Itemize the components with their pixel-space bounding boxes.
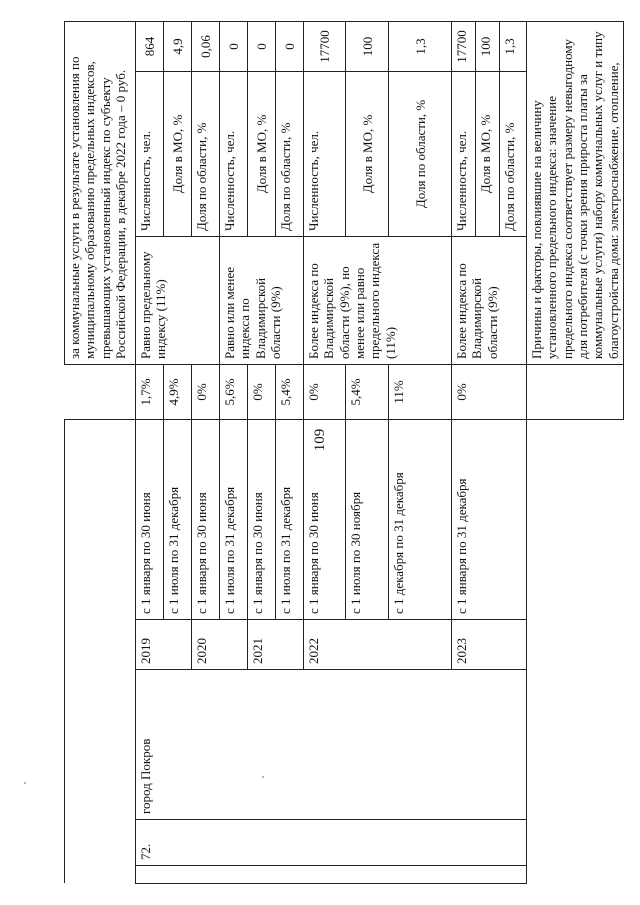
year-cell: 2022 [304, 620, 452, 670]
period-range: с 1 января по 30 июня [136, 419, 164, 619]
row-number-cell [136, 866, 527, 884]
period-index: 0% [192, 364, 220, 419]
period-index: 5,4% [346, 364, 389, 419]
rotated-table-container [64, 22, 621, 884]
period-range: с 1 января по 30 июня [192, 419, 220, 619]
metric-value: 4,9 [164, 21, 192, 71]
period-range: с 1 декабря по 31 декабря [389, 419, 452, 619]
empty-cell [527, 419, 624, 883]
row-number: 72. [136, 820, 527, 866]
year-cell: 2019 [136, 620, 192, 670]
period-index: 11% [389, 364, 452, 419]
metric-stack-cell [452, 71, 527, 236]
period-index: 1,7% [136, 364, 164, 419]
category-label: Более индекса по Владимирской области (9%) [452, 236, 527, 364]
metric-value: 100 [476, 22, 500, 71]
metric-value: 0 [248, 21, 276, 71]
metric-name: Доля по области, % [389, 71, 452, 236]
period-index: 5,4% [276, 364, 304, 419]
empty-cell [527, 364, 624, 419]
empty-cell [65, 364, 136, 419]
empty-cell [65, 419, 136, 883]
metric-name: Численность, чел. [452, 72, 476, 236]
header-text-cell: за коммунальные услуги в результате установления по муниципальному образованию предельных индексов, превышающих установленный индекс по субъекту Российской Федерации, в декабре 2022 года – 0 руб. [65, 21, 136, 364]
period-range: с 1 июля по 30 ноября [346, 419, 389, 619]
table-row [527, 21, 624, 883]
metric-name: Доля в МО, % [164, 71, 192, 236]
period-range: с 1 июля по 31 декабря [220, 419, 248, 619]
period-index: 0% [452, 364, 527, 419]
year-cell: 2023 [452, 620, 527, 670]
metric-value: 0 [220, 21, 248, 71]
category-label: Более индекса по Владимирской области (9%), но менее или равно предельного индекса (11%) [304, 236, 452, 364]
period-index: 0% [248, 364, 276, 419]
document-table-area [64, 22, 621, 884]
municipality-name: город Покров [136, 670, 527, 820]
metric-value: 0,06 [192, 21, 220, 71]
category-label: Равно предельному индексу (11%) [136, 236, 220, 364]
scan-speck [24, 782, 26, 784]
metric-value: 17700 [304, 21, 346, 71]
metric-name: Доля в МО, % [248, 71, 276, 236]
period-range: с 1 января по 30 июня [248, 419, 276, 619]
period-range: с 1 июля по 31 декабря [276, 419, 304, 619]
municipality-index-table [64, 21, 624, 884]
metric-name: Численность, чел. [220, 71, 248, 236]
page-number: 109 [312, 428, 328, 452]
period-range: с 1 января по 30 июня [304, 419, 346, 619]
metric-value: 17700 [452, 22, 476, 71]
metric-name: Численность, чел. [136, 71, 164, 236]
metric-name: Доля по области, % [192, 71, 220, 236]
metric-value: 864 [136, 21, 164, 71]
metric-value: 0 [276, 21, 304, 71]
period-index: 0% [304, 364, 346, 419]
period-range: с 1 января по 31 декабря [452, 419, 527, 619]
metric-value: 1,3 [389, 21, 452, 71]
table-row [136, 21, 164, 883]
metric-name: Доля в МО, % [346, 71, 389, 236]
metric-value-stack-cell [452, 21, 527, 71]
metric-name: Численность, чел. [304, 71, 346, 236]
year-cell: 2021 [248, 620, 304, 670]
metric-name: Доля по области, % [276, 71, 304, 236]
metric-name: Доля по области, % [502, 122, 517, 231]
period-index: 4,9% [164, 364, 192, 419]
year-cell: 2020 [192, 620, 248, 670]
metric-value: 1,3 [502, 38, 517, 55]
category-label: Равно или менее индекса по Владимирской области (9%) [220, 236, 304, 364]
table-row [65, 21, 136, 883]
period-range: с 1 июля по 31 декабря [164, 419, 192, 619]
metric-name: Доля в МО, % [476, 72, 500, 236]
reasons-text: Причины и факторы, повлиявшие на величину установленного предельного индекса: значение предельного индекса соответствует размеру невыгодному для потребителя (с точки зрения прироста платы за коммунальные услуги) набору коммунальных услуг и типу благоустройства дома: электроснабжение, отопление, [527, 21, 624, 364]
metric-value: 100 [346, 21, 389, 71]
period-index: 5,6% [220, 364, 248, 419]
